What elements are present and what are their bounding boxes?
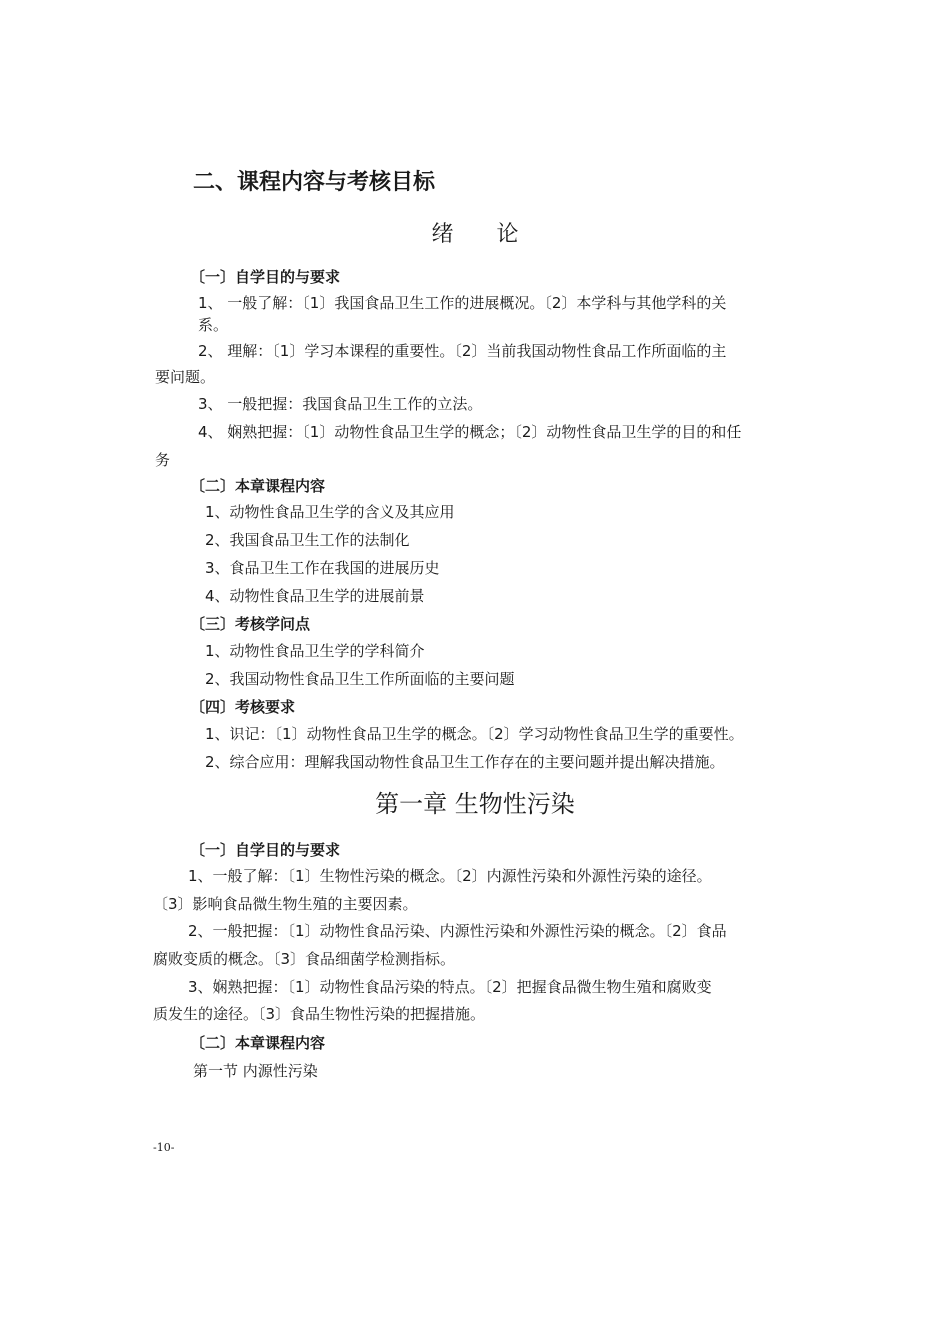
ch1-item: 〔3〕影响食品微生物生殖的主要因素。	[153, 895, 418, 913]
intro-s4-item: 1、识记：〔1〕动物性食品卫生学的概念。〔2〕学习动物性食品卫生学的重要性。	[205, 725, 744, 743]
intro-s3-item: 2、我国动物性食品卫生工作所面临的主要问题	[205, 670, 515, 688]
ch1-s1-heading: 〔一〕自学目的与要求	[190, 841, 341, 859]
ch1-section1: 第一节 内源性污染	[193, 1062, 318, 1080]
intro-s4-item: 2、综合应用：理解我国动物性食品卫生工作存在的主要问题并提出解决措施。	[205, 753, 725, 771]
intro-s1-heading: 〔一〕自学目的与要求	[190, 268, 341, 286]
intro-s4-heading: 〔四〕考核要求	[190, 698, 296, 716]
intro-item: 要问题。	[155, 368, 216, 386]
ch1-s2-heading: 〔二〕本章课程内容	[190, 1034, 326, 1052]
section-title: 二、课程内容与考核目标	[193, 170, 436, 195]
ch1-item: 质发生的途径。〔3〕食品生物性污染的把握措施。	[153, 1005, 486, 1023]
intro-s3-item: 1、动物性食品卫生学的学科简介	[205, 642, 425, 660]
intro-s2-item: 1、动物性食品卫生学的含义及其应用	[205, 503, 455, 521]
ch1-item: 腐败变质的概念。〔3〕食品细菌学检测指标。	[153, 950, 456, 968]
intro-item: 1、 一般了解：〔1〕我国食品卫生工作的进展概况。〔2〕本学科与其他学科的关	[198, 294, 727, 312]
ch1-item: 1、一般了解：〔1〕生物性污染的概念。〔2〕内源性污染和外源性污染的途径。	[188, 867, 712, 885]
intro-item: 务	[155, 451, 171, 469]
page-number: -10-	[153, 1141, 175, 1154]
ch1-item: 3、娴熟把握：〔1〕动物性食品污染的特点。〔2〕把握食品微生物生殖和腐败变	[188, 978, 712, 996]
intro-title: 绪 论	[431, 222, 537, 247]
intro-item: 系。	[198, 316, 229, 334]
intro-item: 2、 理解：〔1〕学习本课程的重要性。〔2〕当前我国动物性食品工作所面临的主	[198, 342, 727, 360]
intro-item: 3、 一般把握：我国食品卫生工作的立法。	[198, 395, 483, 413]
intro-s2-item: 2、我国食品卫生工作的法制化	[205, 531, 410, 549]
intro-s2-heading: 〔二〕本章课程内容	[190, 477, 326, 495]
intro-s2-item: 3、食品卫生工作在我国的进展历史	[205, 559, 440, 577]
ch1-item: 2、一般把握：〔1〕动物性食品污染、内源性污染和外源性污染的概念。〔2〕食品	[188, 922, 727, 940]
chapter-title: 第一章 生物性污染	[375, 790, 575, 818]
intro-s3-heading: 〔三〕考核学问点	[190, 615, 311, 633]
intro-item: 4、 娴熟把握：〔1〕动物性食品卫生学的概念；〔2〕动物性食品卫生学的目的和任	[198, 423, 742, 441]
intro-s2-item: 4、动物性食品卫生学的进展前景	[205, 587, 425, 605]
